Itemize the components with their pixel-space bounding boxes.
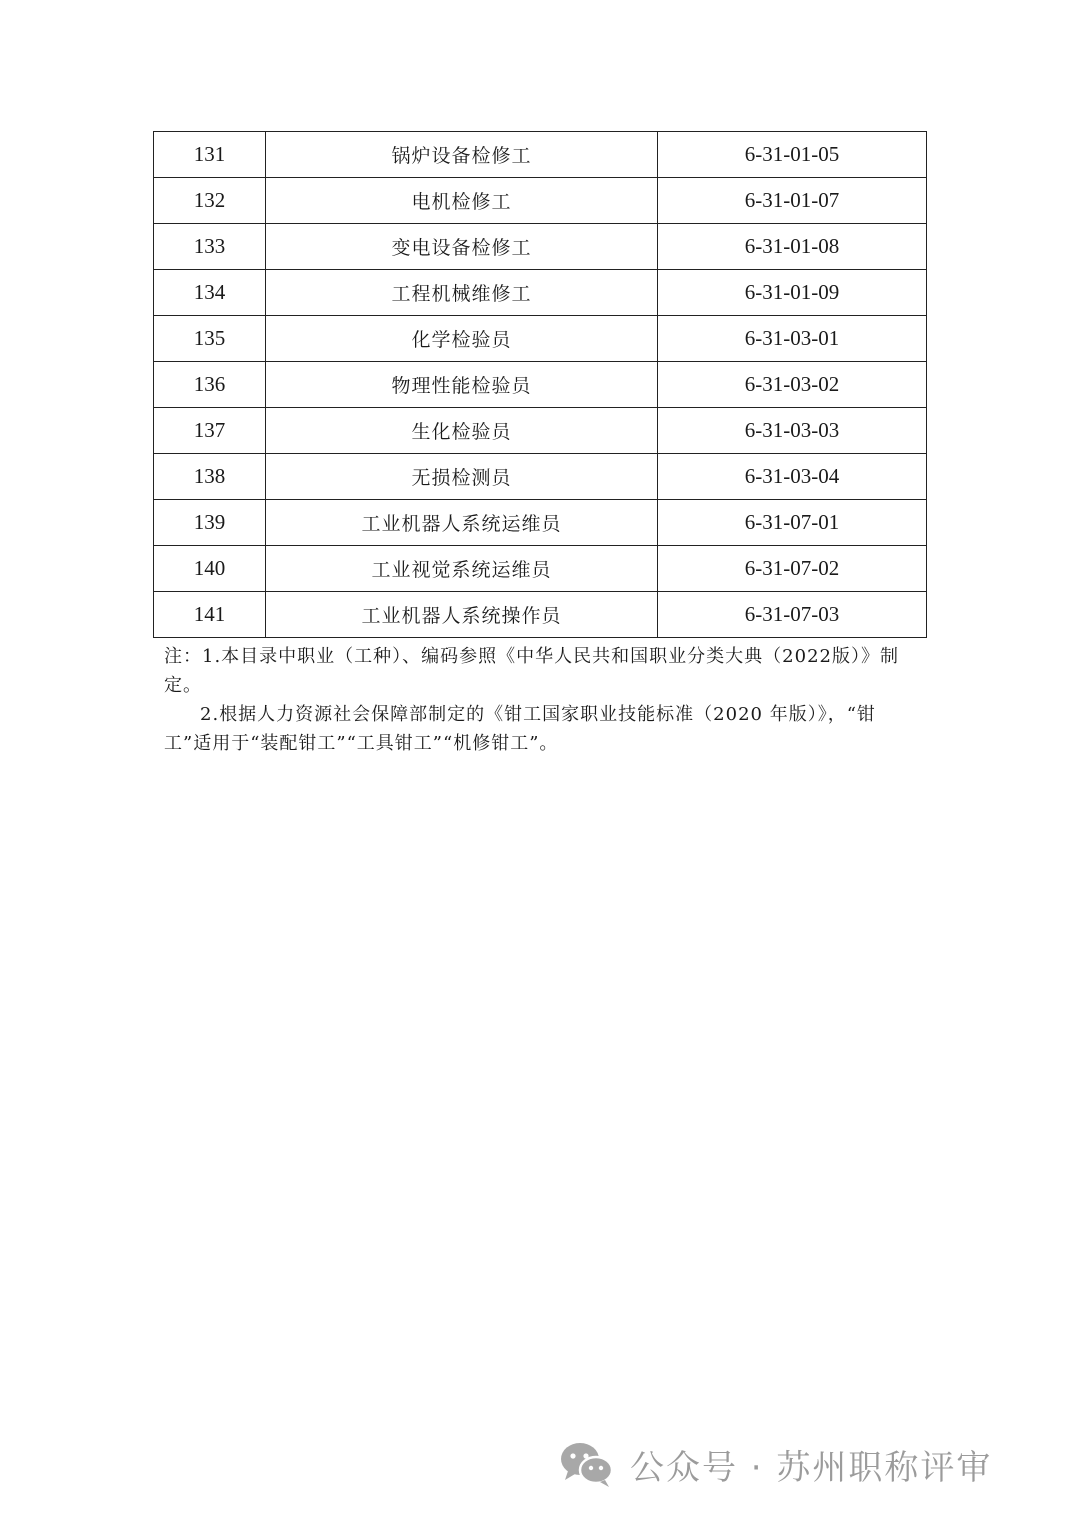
note-1: 注：1.本目录中职业（工种）、编码参照《中华人民共和国职业分类大典（2022版）》制定。: [164, 646, 899, 696]
occupation-code: 6-31-03-03: [658, 408, 927, 454]
table-row: [154, 592, 927, 638]
row-number: 135: [154, 316, 266, 362]
row-number: 131: [154, 132, 266, 178]
occupation-code: 6-31-03-04: [658, 454, 927, 500]
occupation-name: 电机检修工: [266, 178, 658, 224]
row-number: 137: [154, 408, 266, 454]
note-2: 2.根据人力资源社会保障部制定的《钳工国家职业技能标准（2020 年版）》，“钳工”适用于“装配钳工”“工具钳工”“机修钳工”。: [164, 704, 876, 754]
occupation-name: 锅炉设备检修工: [266, 132, 658, 178]
occupation-name: 化学检验员: [266, 316, 658, 362]
table-row: [154, 500, 927, 546]
table-row: [154, 132, 927, 178]
occupation-name: 生化检验员: [266, 408, 658, 454]
occupation-code: 6-31-01-07: [658, 178, 927, 224]
occupation-code: 6-31-07-02: [658, 546, 927, 592]
row-number: 141: [154, 592, 266, 638]
watermark-text: 公众号 · 苏州职称评审: [630, 1447, 993, 1488]
occupation-name: 变电设备检修工: [266, 224, 658, 270]
wechat-watermark: [558, 1436, 992, 1492]
table-notes: [164, 642, 924, 758]
table-row: [154, 546, 927, 592]
row-number: 134: [154, 270, 266, 316]
table-row: [154, 362, 927, 408]
table-row: [154, 454, 927, 500]
occupation-code: 6-31-01-05: [658, 132, 927, 178]
occupation-table-body: [154, 132, 927, 638]
row-number: 132: [154, 178, 266, 224]
occupation-code: 6-31-07-01: [658, 500, 927, 546]
occupation-code: 6-31-03-02: [658, 362, 927, 408]
occupation-name: 工业视觉系统运维员: [266, 546, 658, 592]
table-row: [154, 178, 927, 224]
occupation-name: 工程机械维修工: [266, 270, 658, 316]
occupation-code: 6-31-07-03: [658, 592, 927, 638]
table-row: [154, 224, 927, 270]
row-number: 139: [154, 500, 266, 546]
row-number: 133: [154, 224, 266, 270]
table-row: [154, 316, 927, 362]
occupation-code: 6-31-03-01: [658, 316, 927, 362]
occupation-code: 6-31-01-09: [658, 270, 927, 316]
row-number: 136: [154, 362, 266, 408]
occupation-table: [153, 131, 927, 638]
table-row: [154, 408, 927, 454]
row-number: 138: [154, 454, 266, 500]
occupation-code: 6-31-01-08: [658, 224, 927, 270]
table-row: [154, 270, 927, 316]
occupation-name: 工业机器人系统运维员: [266, 500, 658, 546]
occupation-name: 工业机器人系统操作员: [266, 592, 658, 638]
occupation-name: 物理性能检验员: [266, 362, 658, 408]
row-number: 140: [154, 546, 266, 592]
wechat-icon: [558, 1439, 616, 1489]
occupation-name: 无损检测员: [266, 454, 658, 500]
